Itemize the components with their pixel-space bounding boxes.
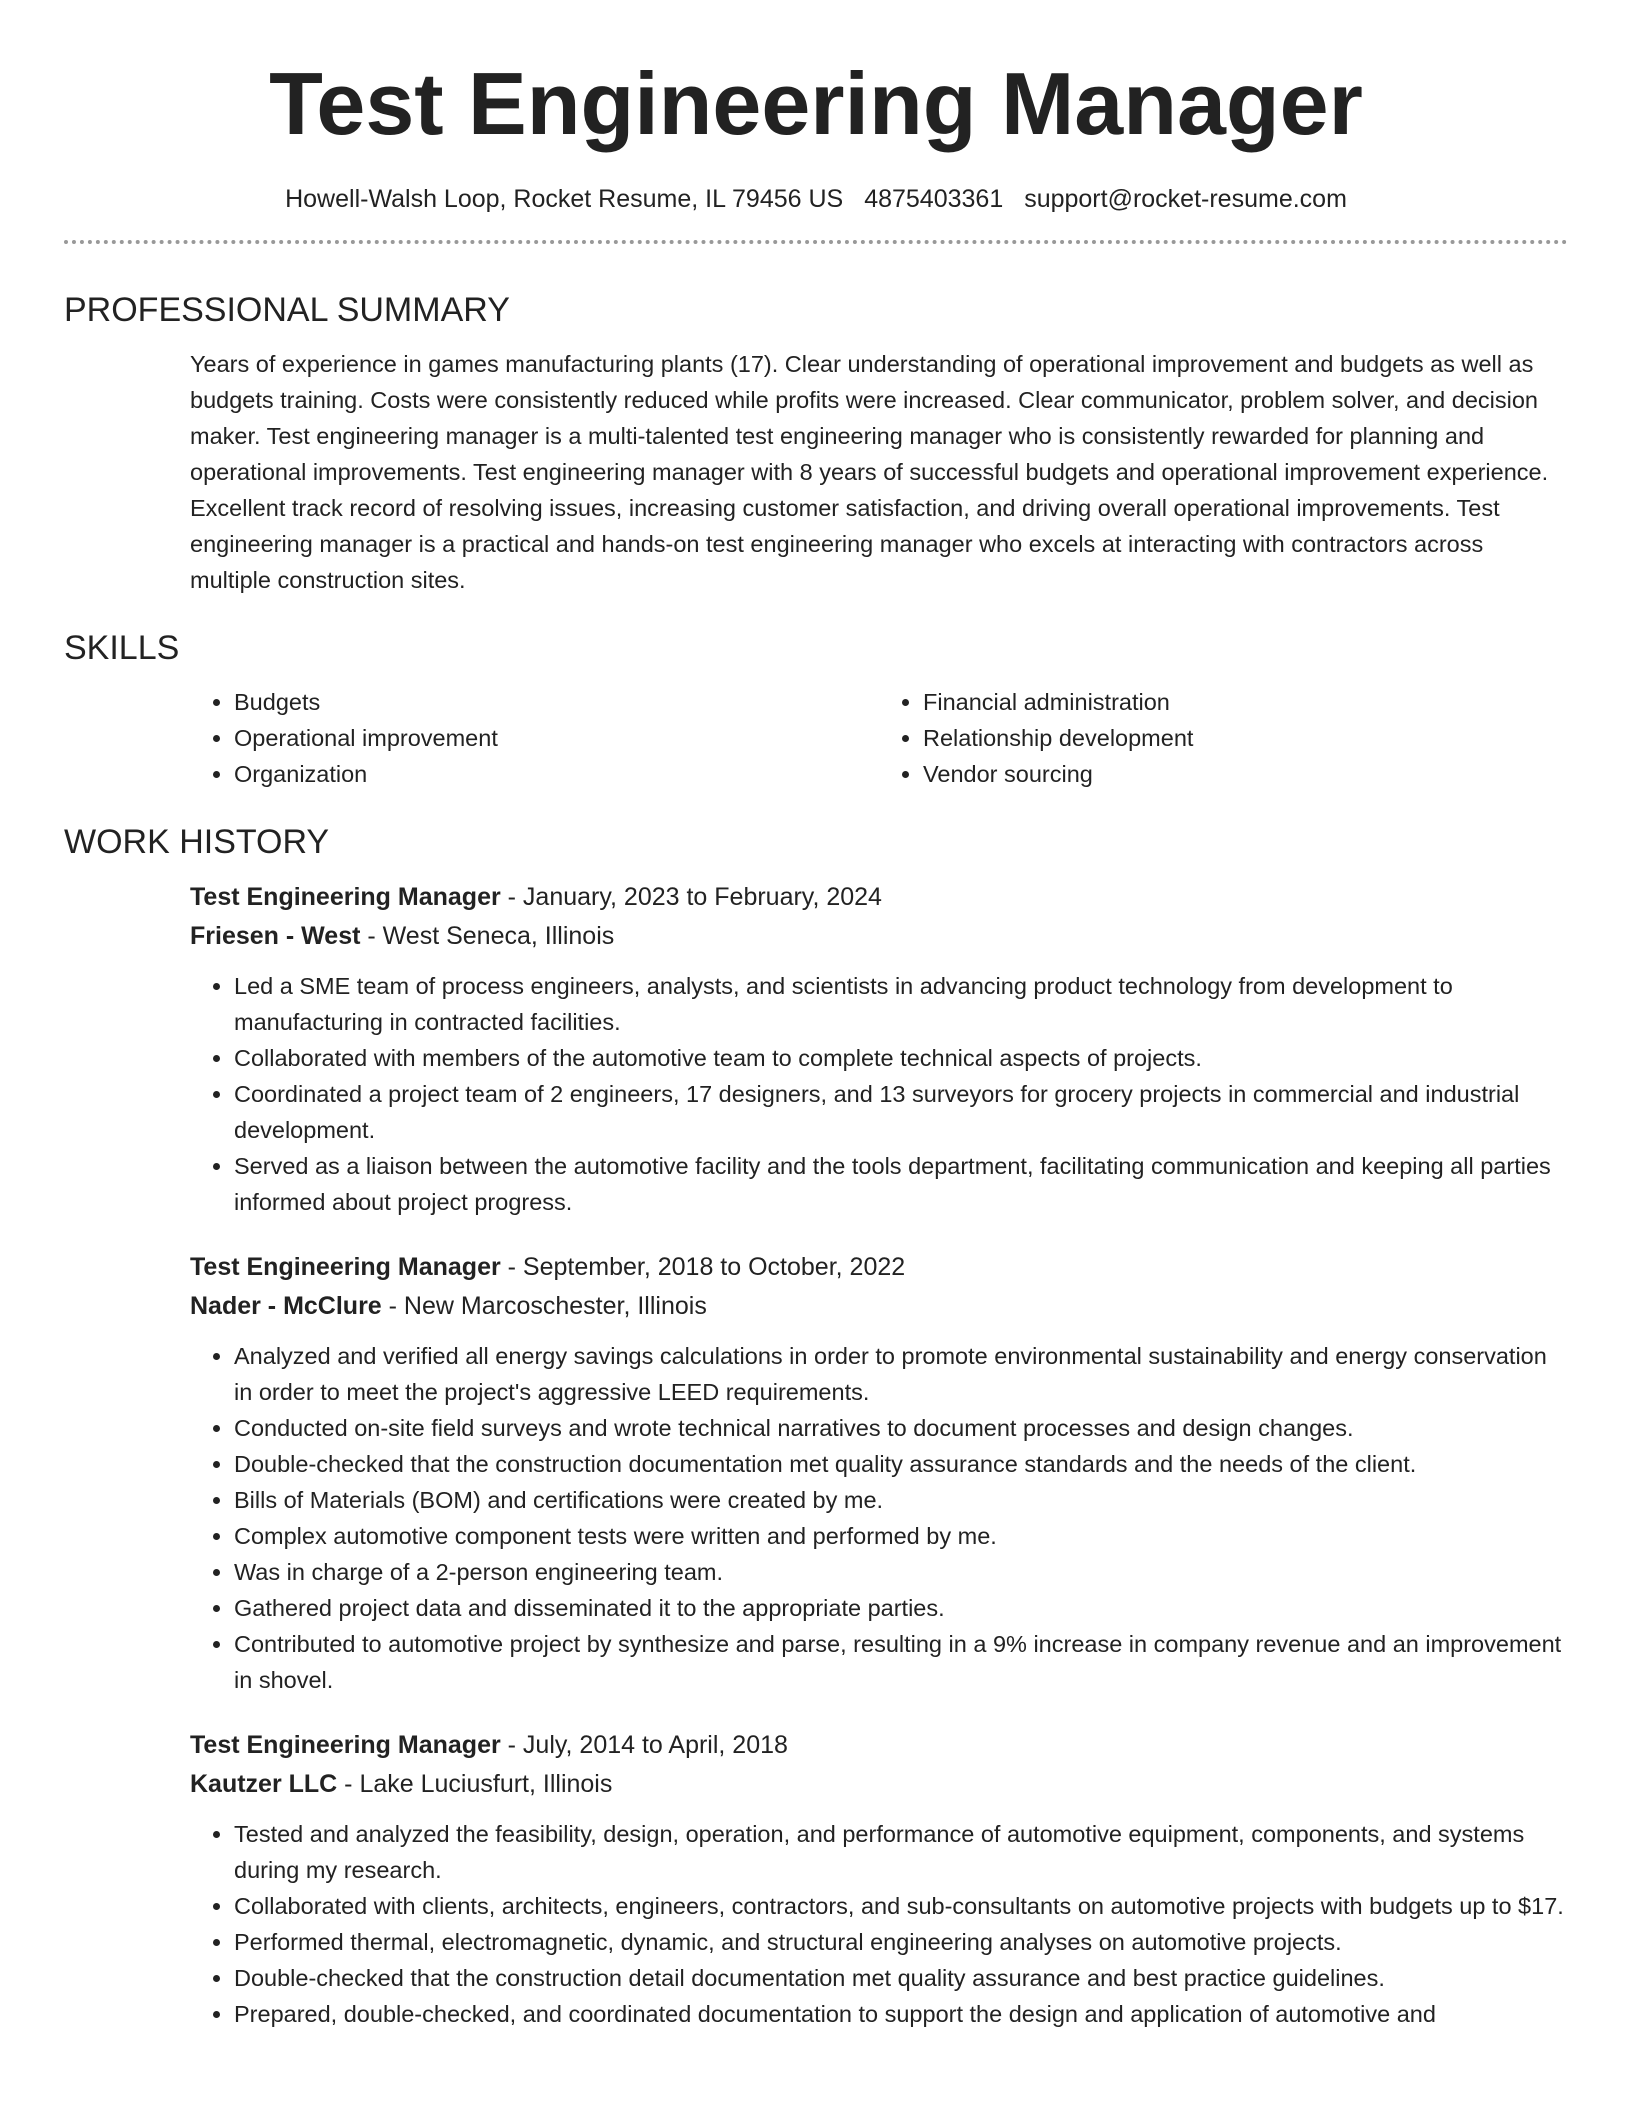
job-bullets [190,968,1568,1220]
skills-column-right [879,684,1568,792]
job-bullet: • Conducted on-site field surveys and wrote technical narratives to document processes and design changes. [234,1410,1568,1446]
job-title: Test Engineering Manager [190,1731,501,1759]
job-bullet: • Contributed to automotive project by synthesize and parse, resulting in a 9% increase in company revenue and an improvement in shovel. [234,1626,1568,1698]
skills-grid [190,684,1568,792]
job-title-line [190,1248,1568,1286]
job-bullet: • Collaborated with members of the automotive team to complete technical aspects of projects. [234,1040,1568,1076]
job-company: Kautzer LLC [190,1770,338,1798]
job-title: Test Engineering Manager [190,1253,501,1281]
job-dates: - September, 2018 to October, 2022 [500,1253,906,1281]
contact-address: Howell-Walsh Loop, Rocket Resume, IL 79456 US [285,185,844,213]
job-bullet: • Collaborated with clients, architects, engineers, contractors, and sub-consultants on automotive projects with budgets up to $17. [234,1888,1568,1924]
job-company-line [190,1286,1568,1326]
job-company-line [190,1764,1568,1804]
skill-item: • Financial administration [923,684,1568,720]
job-dates: - January, 2023 to February, 2024 [500,883,882,911]
job-dates: - July, 2014 to April, 2018 [500,1731,788,1759]
work-history-heading: WORK HISTORY [64,823,330,861]
job-bullet: • Was in charge of a 2-person engineering team. [234,1554,1568,1590]
job-entry [190,1248,1568,1698]
job-bullets [190,1816,1568,2032]
candidate-name: Test Engineering Manager [269,54,1363,153]
skills-section [64,626,1568,792]
job-location: - West Seneca, Illinois [360,922,615,950]
work-history-body [190,878,1568,2032]
job-company-line [190,916,1568,956]
job-bullet: • Bills of Materials (BOM) and certifications were created by me. [234,1482,1568,1518]
job-bullet: • Analyzed and verified all energy savings calculations in order to promote environmental sustainability and energy conservation in order to meet the project's aggressive LEED requirements. [234,1338,1568,1410]
job-bullet: • Coordinated a project team of 2 engineers, 17 designers, and 13 surveyors for grocery projects in commercial and industrial development. [234,1076,1568,1148]
job-bullet: • Complex automotive component tests were written and performed by me. [234,1518,1568,1554]
job-bullet: • Served as a liaison between the automotive facility and the tools department, facilitating communication and keeping all parties informed about project progress. [234,1148,1568,1220]
job-entry [190,878,1568,1220]
job-bullet: • Double-checked that the construction documentation met quality assurance standards and the needs of the client. [234,1446,1568,1482]
job-location: - New Marcoschester, Illinois [381,1292,707,1320]
skill-item: • Relationship development [923,720,1568,756]
job-bullet: • Tested and analyzed the feasibility, design, operation, and performance of automotive equipment, components, and systems during my research. [234,1816,1568,1888]
job-title-line [190,1726,1568,1764]
job-location: - Lake Luciusfurt, Illinois [337,1770,613,1798]
job-bullets [190,1338,1568,1698]
skill-item: • Operational improvement [234,720,879,756]
job-bullet: • Gathered project data and disseminated it to the appropriate parties. [234,1590,1568,1626]
job-company: Nader - McClure [190,1292,382,1320]
skills-column-left [190,684,879,792]
job-title: Test Engineering Manager [190,883,501,911]
skills-heading: SKILLS [64,629,180,667]
job-bullet: • Led a SME team of process engineers, analysts, and scientists in advancing product technology from development to manufacturing in contracted facilities. [234,968,1568,1040]
job-entry [190,1726,1568,2032]
job-bullet: • Prepared, double-checked, and coordinated documentation to support the design and application of automotive and [234,1996,1568,2032]
header-divider [64,240,1568,244]
skill-item: • Budgets [234,684,879,720]
contact-line [0,182,1632,216]
contact-phone: 4875403361 [864,185,1004,213]
job-bullet: • Performed thermal, electromagnetic, dynamic, and structural engineering analyses on automotive projects. [234,1924,1568,1960]
work-history-section [64,820,1568,2032]
summary-body [190,346,1568,598]
job-title-line [190,878,1568,916]
summary-text: Years of experience in games manufacturing plants (17). Clear understanding of operational improvement and budgets as well as budgets training. Costs were consistently reduced while profits were increased. Clear communicator, problem solver, and decision maker. Test engineering manager is a multi-talented test engineering manager who is consistently rewarded for planning and operational improvements. Test engineering manager with 8 years of successful budgets and operational improvement experience. Excellent track record of resolving issues, increasing customer satisfaction, and driving overall operational improvements. Test engineering manager is a practical and hands-on test engineering manager who excels at interacting with contractors across multiple construction sites. [190,351,1549,593]
skill-item: • Organization [234,756,879,792]
summary-section [64,288,1568,598]
job-company: Friesen - West [190,922,361,950]
skill-item: • Vendor sourcing [923,756,1568,792]
job-bullet: • Double-checked that the construction detail documentation met quality assurance and best practice guidelines. [234,1960,1568,1996]
contact-email: support@rocket-resume.com [1024,185,1347,213]
summary-heading: PROFESSIONAL SUMMARY [64,291,510,329]
resume-header [0,0,1632,216]
